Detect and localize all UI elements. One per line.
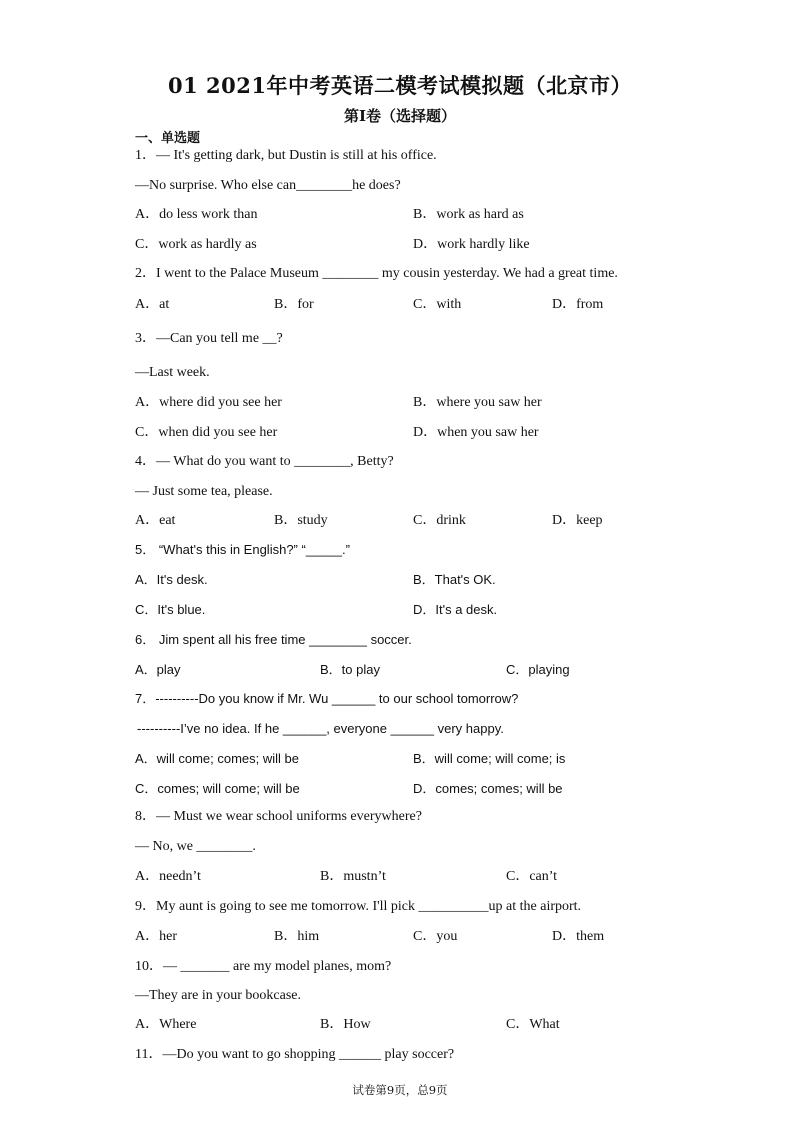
q3-option-d: D．when you saw her <box>413 425 539 440</box>
q1-option-a: A．do less work than <box>135 207 258 222</box>
q4-option-d: D．keep <box>552 513 603 528</box>
q4-option-b: B．study <box>274 513 328 528</box>
q10-option-a: A．Where <box>135 1017 197 1032</box>
q7-option-d: D．comes; comes; will be <box>413 781 563 796</box>
question-1: 1．— It's getting dark, but Dustin is still at his office. <box>135 148 437 163</box>
q4-option-a: A．eat <box>135 513 176 528</box>
q7-option-b: B．will come; will come; is <box>413 751 566 766</box>
q3-option-a: A．where did you see her <box>135 395 282 410</box>
question-4-reply: — Just some tea, please. <box>135 484 273 499</box>
question-7: 7．----------Do you know if Mr. Wu ______ to our school tomorrow? <box>135 691 519 706</box>
q3-option-c: C．when did you see her <box>135 425 278 440</box>
question-3: 3．—Can you tell me __? <box>135 331 283 346</box>
page-footer: 试卷第9页，总9页 <box>352 1083 448 1097</box>
question-11: 11．—Do you want to go shopping ______ play soccer? <box>135 1047 455 1062</box>
question-3-reply: —Last week. <box>135 365 210 380</box>
question-7-reply: ----------I’ve no idea. If he ______, everyone ______ very happy. <box>137 721 504 736</box>
page-subtitle: 第Ⅰ卷（选择题） <box>343 107 457 125</box>
question-8: 8．— Must we wear school uniforms everywhere? <box>135 809 422 824</box>
q1-option-b: B．work as hard as <box>413 207 524 222</box>
q2-option-d: D．from <box>552 297 604 312</box>
q5-option-c: C．It's blue. <box>135 602 206 617</box>
q9-option-a: A．her <box>135 929 177 944</box>
question-6: 6． Jim spent all his free time ________ soccer. <box>135 632 412 647</box>
q8-option-b: B．mustn’t <box>320 869 386 884</box>
question-5: 5． “What's this in English?” “_____.” <box>135 542 350 557</box>
q2-option-a: A．at <box>135 297 170 312</box>
question-8-reply: — No, we ________. <box>135 839 256 854</box>
q6-option-c: C．playing <box>506 662 570 677</box>
question-4: 4．— What do you want to ________, Betty? <box>135 454 394 469</box>
q3-option-b: B．where you saw her <box>413 395 542 410</box>
question-9: 9．My aunt is going to see me tomorrow. I'll pick __________up at the airport. <box>135 899 582 914</box>
q7-option-a: A．will come; comes; will be <box>135 751 299 766</box>
q7-option-c: C．comes; will come; will be <box>135 781 300 796</box>
q4-option-c: C．drink <box>413 513 466 528</box>
q10-option-c: C．What <box>506 1017 560 1032</box>
q1-option-d: D．work hardly like <box>413 237 530 252</box>
q2-option-c: C．with <box>413 297 462 312</box>
q6-option-a: A．play <box>135 662 181 677</box>
q10-option-b: B．How <box>320 1017 371 1032</box>
question-2: 2．I went to the Palace Museum ________ my cousin yesterday. We had a great time. <box>135 266 618 281</box>
section-heading: 一、单选题 <box>135 131 201 146</box>
q6-option-b: B．to play <box>320 662 380 677</box>
q9-option-c: C．you <box>413 929 458 944</box>
q1-option-c: C．work as hardly as <box>135 237 257 252</box>
q5-option-d: D．It's a desk. <box>413 602 498 617</box>
question-10-reply: —They are in your bookcase. <box>135 988 301 1003</box>
q8-option-a: A．needn’t <box>135 869 201 884</box>
q5-option-b: B．That's OK. <box>413 572 496 587</box>
q2-option-b: B．for <box>274 297 314 312</box>
q9-option-d: D．them <box>552 929 605 944</box>
page-title: 01 2021年中考英语二模考试模拟题（北京市） <box>168 73 632 98</box>
q9-option-b: B．him <box>274 929 320 944</box>
q5-option-a: A．It's desk. <box>135 572 208 587</box>
q8-option-c: C．can’t <box>506 869 558 884</box>
question-10: 10．— _______ are my model planes, mom? <box>135 959 392 974</box>
question-1-reply: —No surprise. Who else can________he does? <box>135 178 401 193</box>
